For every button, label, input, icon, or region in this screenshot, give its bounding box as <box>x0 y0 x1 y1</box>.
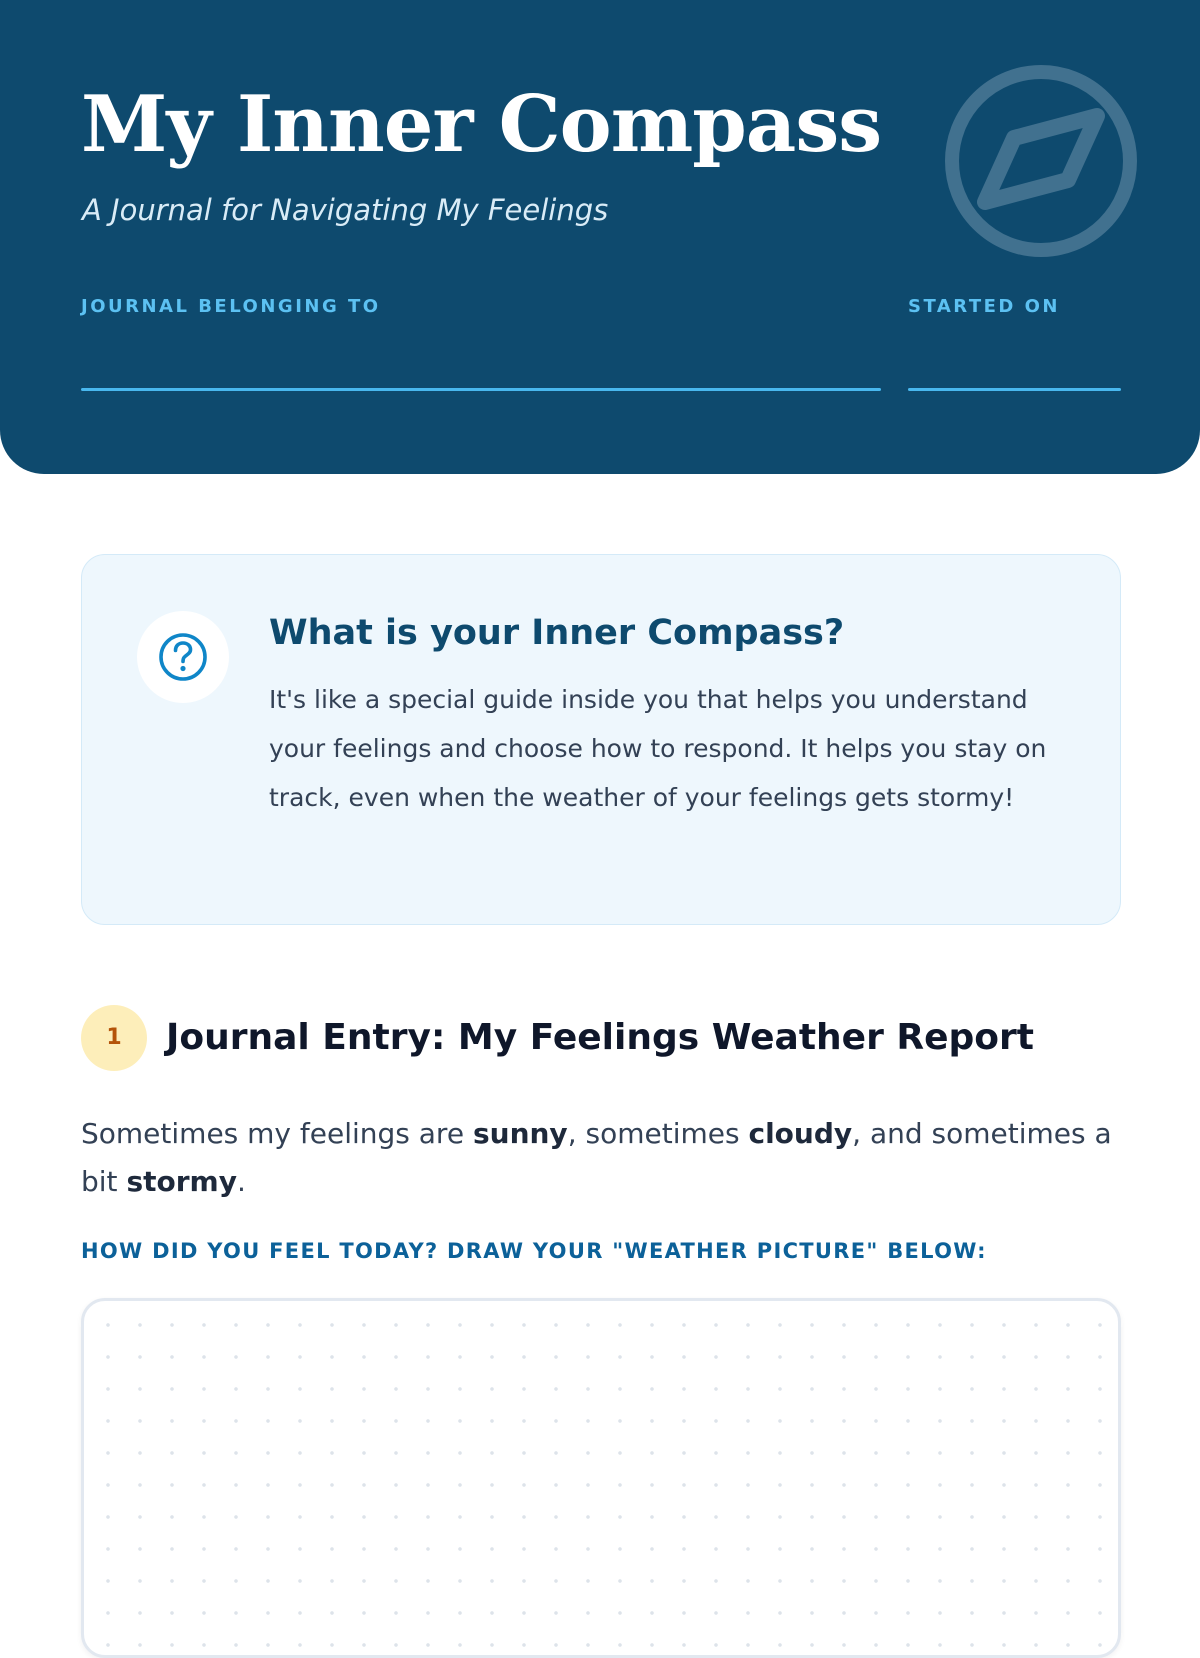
info-card <box>81 554 1121 925</box>
info-heading: What is your Inner Compass? <box>269 613 845 653</box>
intro-word-cloudy: cloudy <box>748 1117 853 1150</box>
intro-text-4: . <box>236 1165 246 1198</box>
section-title: Journal Entry: My Feelings Weather Report <box>166 1017 1034 1058</box>
intro-text-1: Sometimes my feelings are <box>81 1117 473 1150</box>
page-title: My Inner Compass <box>81 79 882 170</box>
intro-text-2: , sometimes <box>567 1117 749 1150</box>
owner-label: JOURNAL BELONGING TO <box>81 296 381 317</box>
question-circle-icon <box>137 611 229 703</box>
start-date-label: STARTED ON <box>908 296 1060 317</box>
info-icon-circle <box>137 611 229 703</box>
section-intro <box>81 1110 1121 1206</box>
compass-icon <box>940 60 1142 262</box>
weather-drawing-area[interactable] <box>81 1298 1121 1658</box>
owner-field[interactable] <box>81 388 881 391</box>
page-subtitle: A Journal for Navigating My Feelings <box>82 193 609 227</box>
intro-word-stormy: stormy <box>126 1165 237 1198</box>
drawing-prompt: HOW DID YOU FEEL TODAY? DRAW YOUR "WEATHER PICTURE" BELOW: <box>81 1239 987 1263</box>
intro-word-sunny: sunny <box>472 1117 568 1150</box>
start-date-field[interactable] <box>908 388 1121 391</box>
intro-text-3: , and sometimes a bit <box>81 1117 1112 1198</box>
info-body: It's like a special guide inside you that helps you understand your feelings and choose how to respond. It helps you stay on track, even when the weather of your feelings gets stormy! <box>269 685 1047 812</box>
step-number-badge: 1 <box>81 1005 147 1071</box>
journal-header <box>0 0 1200 474</box>
